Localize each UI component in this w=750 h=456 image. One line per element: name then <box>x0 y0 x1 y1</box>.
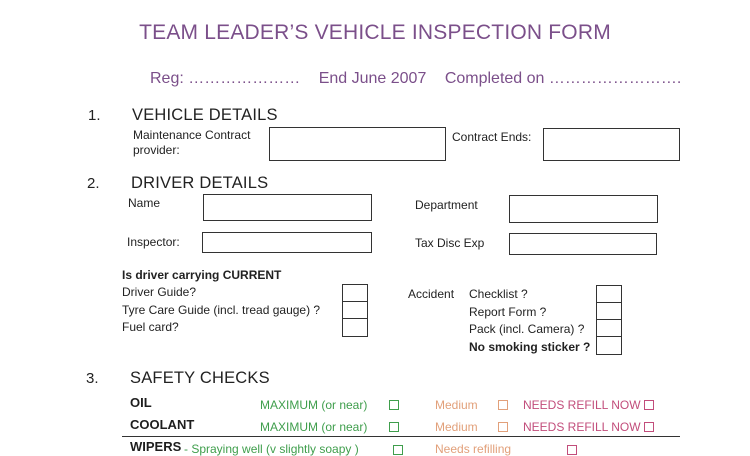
maintenance-label-line1: Maintenance Contract <box>133 128 251 142</box>
oil-good-option: MAXIMUM (or near) <box>260 398 368 412</box>
name-field[interactable] <box>203 194 372 221</box>
department-field[interactable] <box>509 195 658 223</box>
completed-on-field[interactable]: Completed on ……………………. <box>444 70 682 87</box>
oil-label: OIL <box>130 395 152 410</box>
reg-field[interactable]: Reg: ………………… <box>150 70 301 87</box>
section-3-title: SAFETY CHECKS <box>130 369 270 387</box>
oil-medium-checkbox[interactable] <box>498 400 508 410</box>
row-divider <box>122 436 680 437</box>
coolant-good-checkbox[interactable] <box>389 422 399 432</box>
maintenance-label-line2: provider: <box>133 143 180 157</box>
inspector-label: Inspector: <box>127 235 180 249</box>
no-smoking-sticker-label: No smoking sticker ? <box>469 340 591 354</box>
wipers-refill-checkbox[interactable] <box>567 445 577 455</box>
section-2-number: 2. <box>87 175 100 192</box>
fuel-card-label: Fuel card? <box>122 320 179 334</box>
contract-ends-label: Contract Ends: <box>452 130 532 144</box>
driver-guide-label: Driver Guide? <box>122 285 197 299</box>
section-3-number: 3. <box>86 370 99 387</box>
section-1-number: 1. <box>88 107 101 124</box>
accident-checklist-label: Checklist ? <box>469 287 528 301</box>
accident-label: Accident <box>408 287 455 301</box>
inspector-field[interactable] <box>202 232 372 253</box>
wipers-label: WIPERS <box>130 439 182 454</box>
coolant-medium-option: Medium <box>435 420 478 434</box>
accident-pack-label: Pack (incl. Camera) ? <box>469 322 585 336</box>
fuel-card-checkbox[interactable] <box>342 318 368 337</box>
accident-report-form-label: Report Form ? <box>469 305 547 319</box>
section-1-title: VEHICLE DETAILS <box>132 106 278 124</box>
tax-disc-label: Tax Disc Exp <box>415 236 485 250</box>
tax-disc-field[interactable] <box>509 233 657 255</box>
coolant-good-option: MAXIMUM (or near) <box>260 420 368 434</box>
coolant-refill-checkbox[interactable] <box>644 422 654 432</box>
no-smoking-sticker-checkbox[interactable] <box>596 336 622 355</box>
form-title: TEAM LEADER’S VEHICLE INSPECTION FORM <box>139 21 611 44</box>
wipers-good-checkbox[interactable] <box>393 445 403 455</box>
carrying-current-label: Is driver carrying CURRENT <box>122 268 282 282</box>
oil-medium-option: Medium <box>435 398 478 412</box>
name-label: Name <box>128 196 161 210</box>
coolant-medium-checkbox[interactable] <box>498 422 508 432</box>
coolant-refill-option: NEEDS REFILL NOW <box>523 420 641 434</box>
tyre-care-guide-label: Tyre Care Guide (incl. tread gauge) ? <box>122 303 321 317</box>
department-label: Department <box>415 198 478 212</box>
coolant-label: COOLANT <box>130 417 195 432</box>
contract-ends-field[interactable] <box>543 128 680 161</box>
oil-good-checkbox[interactable] <box>389 400 399 410</box>
form-subtitle <box>150 70 695 88</box>
oil-refill-checkbox[interactable] <box>644 400 654 410</box>
wipers-good-option: - Spraying well (v slightly soapy ) <box>184 442 359 456</box>
oil-refill-option: NEEDS REFILL NOW <box>523 398 641 412</box>
section-2-title: DRIVER DETAILS <box>131 174 269 192</box>
period-label: End June 2007 <box>318 70 427 87</box>
maintenance-provider-field[interactable] <box>269 127 446 161</box>
wipers-refill-option: Needs refilling <box>435 442 512 456</box>
